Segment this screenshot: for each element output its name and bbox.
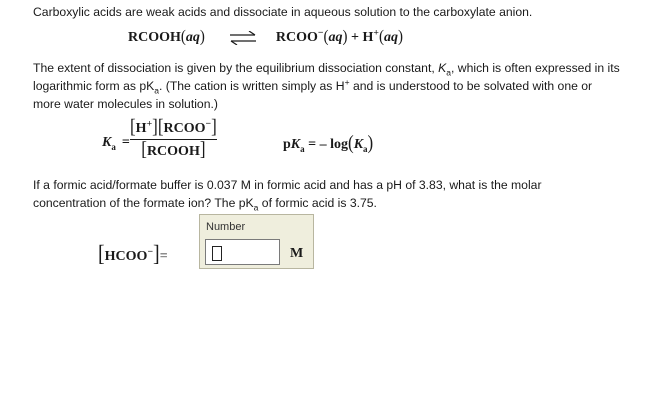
plus-sign: + [350,30,359,45]
number-label: Number [206,221,246,233]
unit-label: M [290,246,304,261]
ka-label: $K_a$ = [102,135,130,153]
question-text: If a formic acid/formate buffer is 0.037 M in formic acid and has a pH of 3.83, what is the molar concentration of the formate ion? The $pK_a$ of formic acid is 3.75. [33,178,542,213]
equilibrium-arrows-icon [228,31,258,45]
ka-numerator: [H+][RCOO−] [130,115,217,138]
reactant: RCOOH(aq) [128,27,205,47]
intro-text: Carboxylic acids are weak acids and dissociate in aqueous solution to the carboxylate anion. [33,5,533,19]
product-proton: H+(aq) [362,27,403,47]
product-carboxylate: RCOO−(aq) [275,27,348,47]
ka-denominator: [RCOOH] [141,138,206,161]
formate-concentration-label: [HCOO−]= [98,241,168,267]
text-cursor-icon [212,246,222,261]
dissociation-paragraph: The extent of dissociation is given by the equilibrium dissociation constant, $K_a$, which is often expressed in its logarithmic form as $pK_a$. (The cation is written simply as H+ and is understood to be solvated with one or more water molecules in solution.) [33,61,620,111]
pka-formula: $pK_a$ = – $\log(K_a)$ [283,131,374,154]
ka-fraction [130,115,217,161]
dissociation-equation [128,29,403,46]
